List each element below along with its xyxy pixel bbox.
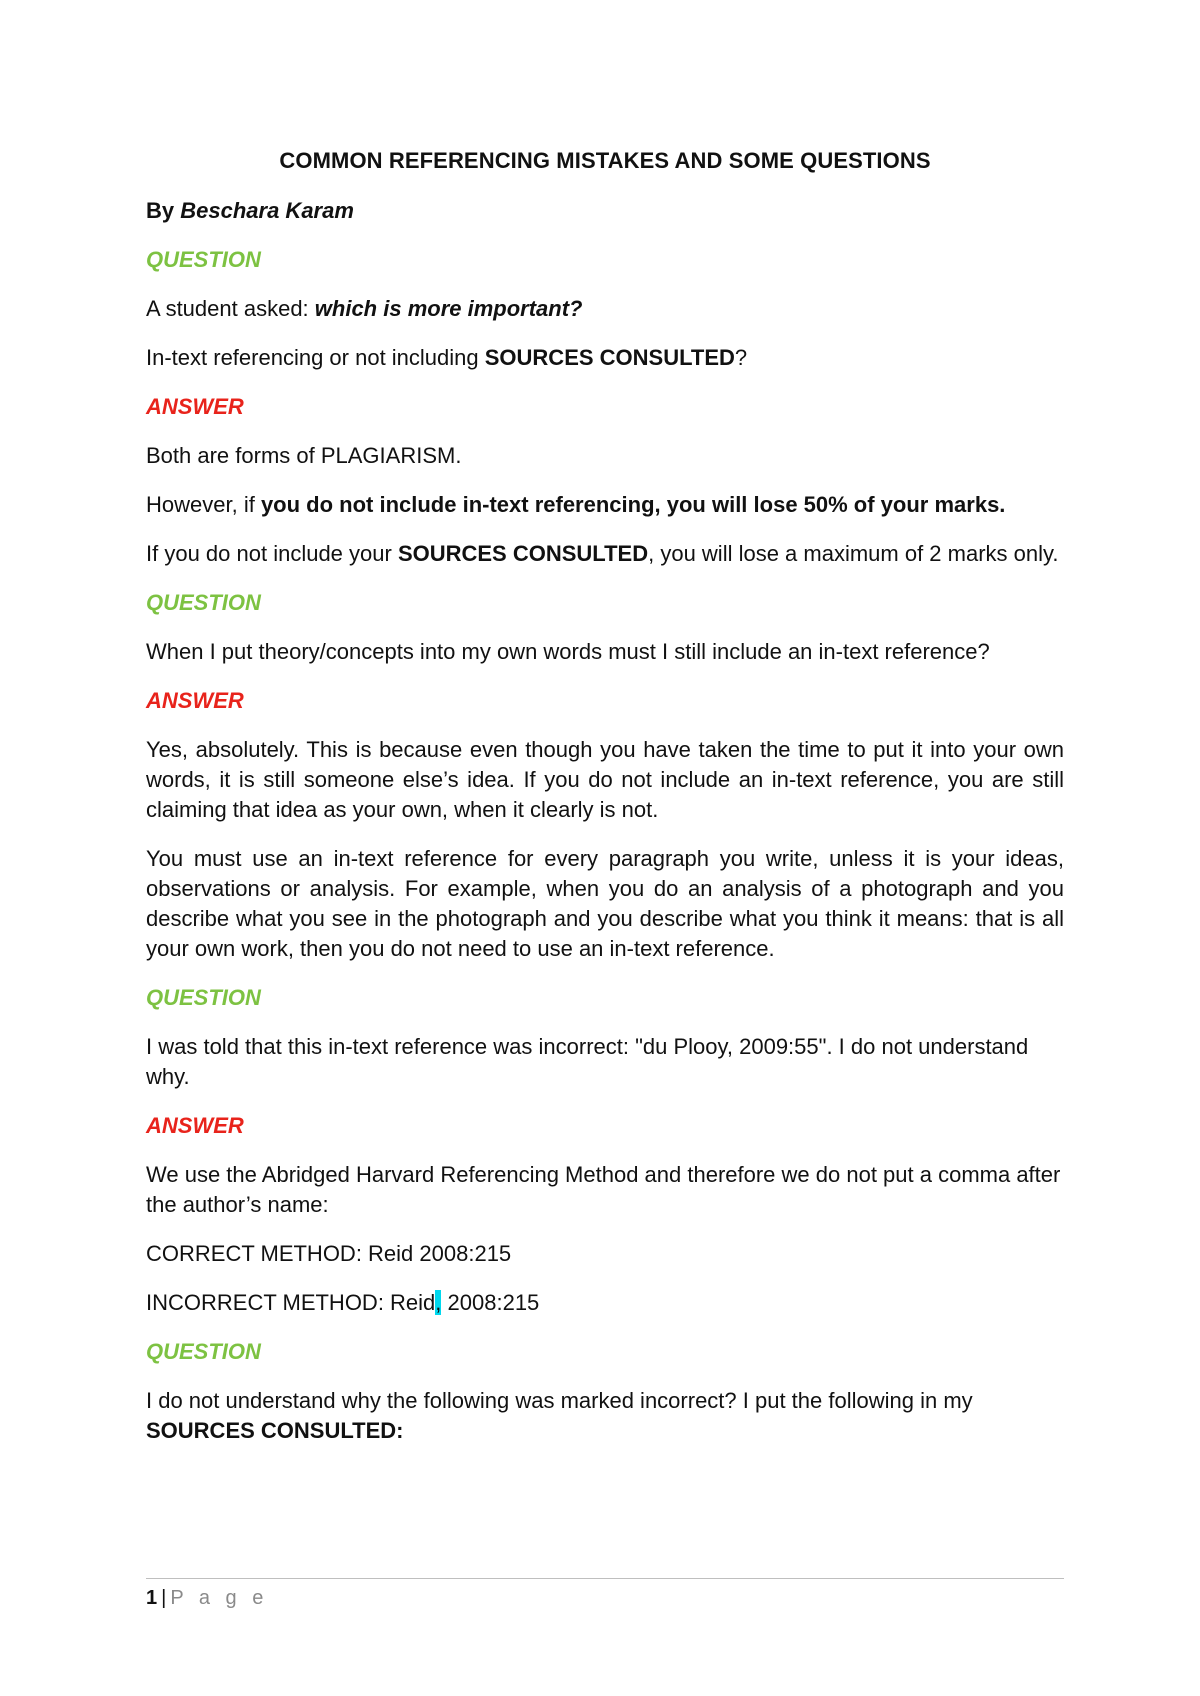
answer-label: ANSWER [146,394,244,419]
question-label: QUESTION [146,1339,261,1364]
byline: By Beschara Karam [146,198,354,223]
question-text: In-text referencing or not including SOURCES CONSULTED? [146,345,748,370]
question-text: When I put theory/concepts into my own words must I still include an in-text reference? [146,639,990,664]
question-text: A student asked: which is more important? [146,296,583,321]
footer-separator: | [161,1587,167,1609]
page-footer [146,1578,1064,1610]
question-text: I was told that this in-text reference was incorrect: "du Plooy, 2009:55". I do not understand why. [146,1034,1029,1089]
answer-text: You must use an in-text reference for every paragraph you write, unless it is your ideas, observations or analysis. For example, when you do an analysis of a photograph and you describe what you see in the photograph and you describe what you think it means: that is all your own work, then you do not need to use an in-text reference. [146,846,1064,961]
author-name: Beschara Karam [180,198,354,223]
question-text: I do not understand why the following was marked incorrect? I put the following in my SOURCES CONSULTED: [146,1388,973,1443]
page-label: P a g e [170,1587,269,1609]
answer-text: We use the Abridged Harvard Referencing Method and therefore we do not put a comma after the author’s name: [146,1162,1061,1217]
document-body [146,146,1064,1465]
correct-method: CORRECT METHOD: Reid 2008:215 [146,1241,512,1266]
answer-text: Yes, absolutely. This is because even though you have taken the time to put it into your own words, it is still someone else’s idea. If you do not include an in-text reference, you are still claiming that idea as your own, when it clearly is not. [146,737,1064,822]
answer-text: If you do not include your SOURCES CONSULTED, you will lose a maximum of 2 marks only. [146,541,1059,566]
question-label: QUESTION [146,247,261,272]
document-title: COMMON REFERENCING MISTAKES AND SOME QUESTIONS [279,148,931,173]
answer-label: ANSWER [146,1113,244,1138]
answer-text: However, if you do not include in-text referencing, you will lose 50% of your marks. [146,492,1006,517]
highlighted-comma: , [435,1290,442,1315]
question-label: QUESTION [146,590,261,615]
answer-label: ANSWER [146,688,244,713]
answer-text: Both are forms of PLAGIARISM. [146,443,462,468]
incorrect-method: INCORRECT METHOD: Reid, 2008:215 [146,1290,540,1315]
question-label: QUESTION [146,985,261,1010]
page-number: 1 [146,1587,158,1609]
